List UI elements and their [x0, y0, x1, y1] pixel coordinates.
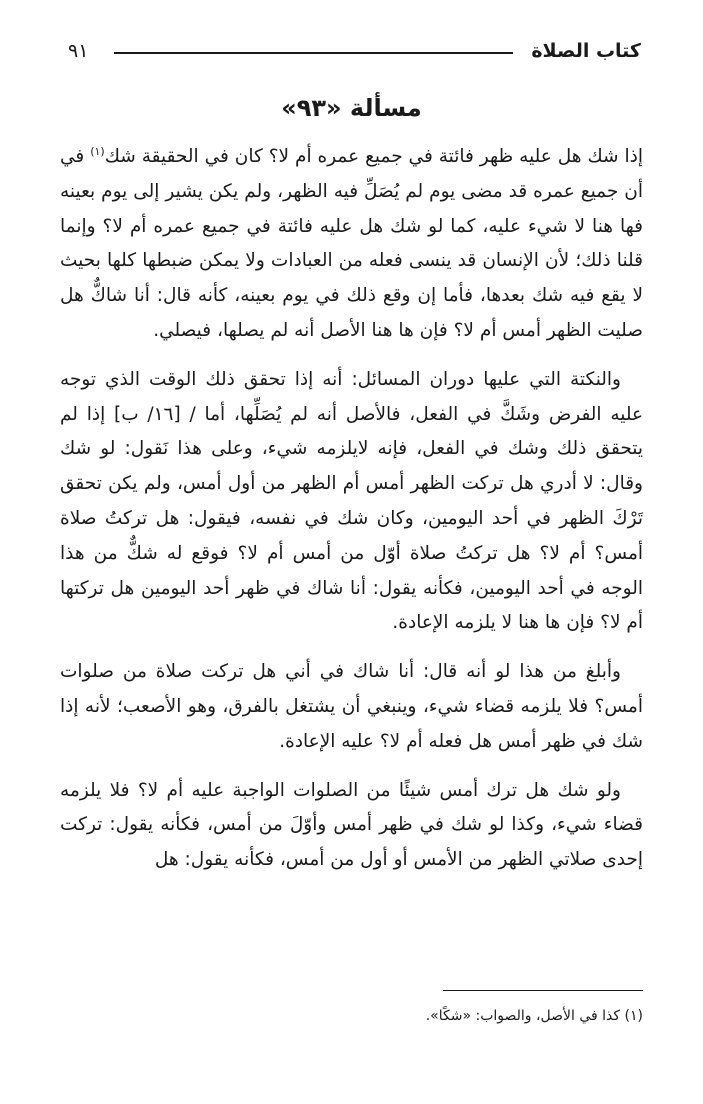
- footnote: [60, 1004, 643, 1028]
- paragraph-1-text-a: إذا شك هل عليه ظهر فائتة في جميع عمره أم لا؟ كان في الحقيقة شك: [104, 146, 643, 167]
- paragraph-4: ولو شك هل ترك أمس شيئًا من الصلوات الواجبة عليه أم لا؟ فلا يلزمه قضاء شيء، وكذا لو شك في ظهر أمس وأوّلَ من أمس، فكأنه يقول: تركت إحدى صلاتي الظهر من الأمس أو أول من أمس، فكأنه يقول: هل: [60, 779, 643, 871]
- footnote-text: كذا في الأصل، والصواب: «شكًا».: [425, 1008, 621, 1024]
- paragraph-3: وأبلغ من هذا لو أنه قال: أنا شاك في أني هل تركت صلاة من صلوات أمس؟ فلا يلزمه قضاء شيء، وينبغي أن يشتغل بالفرق، وهو الأصعب؛ لأنه إذا شك في ظهر أمس هل فعله أم لا؟ عليه الإعادة.: [60, 661, 643, 752]
- page-number: ٩١: [68, 40, 89, 62]
- footnote-reference: (١): [90, 144, 105, 158]
- running-header: [68, 38, 641, 66]
- footnote-number: (١): [624, 1008, 643, 1024]
- paragraph-2: والنكتة التي عليها دوران المسائل: أنه إذا تحقق ذلك الوقت الذي توجه عليه الفرض وشَكَّ في الفعل، فالأصل أنه لم يُصَلِّها، أما / [١٦/ ب] إذا لم يتحقق ذلك وشك في الفعل، فإنه لايلزمه شيء، وعلى هذا نَقول: لو شك وقال: لا أدري هل تركت الظهر أمس أم الظهر من أول أمس، ولم يكن تحقق تَرْكَ الظهر في أحد اليومين، وكان شك في نفسه، فيقول: هل تركتُ صلاة أمس؟ أم لا؟ هل تركتُ صلاة أوّل من أمس أم لا؟ فوقع له شكٌّ من هذا الوجه في أحد اليومين، فكأنه يقول: أنا شاك في ظهر أحد اليومين هل تركتها أم لا؟ فإن ها هنا لا يلزمه الإعادة.: [60, 368, 643, 634]
- book-title: كتاب الصلاة: [523, 38, 641, 64]
- header-rule: [114, 52, 513, 54]
- section-heading: مسألة «٩٣»: [281, 94, 422, 122]
- paragraph-1: [60, 140, 643, 349]
- footnote-rule: [443, 990, 643, 991]
- paragraph-1-text-b: في أن جميع عمره قد مضى يوم لم يُصَلِّ فيه الظهر، ولم يكن يشير إلى يوم بعينه فها هنا لا شيء عليه، كما لو شك هل عليه فائتة في جميع عمره أم لا؟ وإنما قلنا ذلك؛ لأن الإنسان قد ينسى فعله من العبادات ولا يمكن ضبطها كلها بحيث لا يقع فيه شك بعدها، فأما إن وقع ذلك في يوم بعينه، كأنه قال: أنا شاكٌّ هل صليت الظهر أمس أم لا؟ فإن ها هنا الأصل أنه لم يصلها، فيصلي.: [60, 146, 643, 341]
- body-text: [60, 140, 643, 892]
